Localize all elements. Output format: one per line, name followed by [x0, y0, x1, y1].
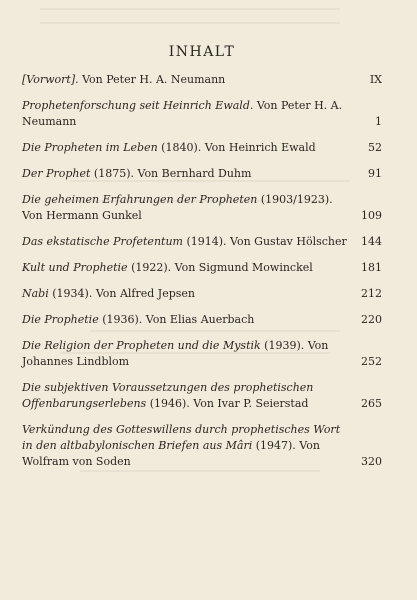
entry-title: Die Prophetie	[22, 313, 99, 326]
entry-title: Kult und Prophetie	[22, 261, 128, 274]
entry-author: (1903/1923). Von Hermann Gunkel	[22, 193, 333, 222]
entry-page: 144	[361, 235, 382, 248]
entry-author: (1914). Von Gustav Hölscher	[182, 235, 347, 248]
entry-page: IX	[369, 73, 382, 86]
entry-author: (1840). Von Heinrich Ewald	[157, 141, 316, 154]
toc-entry	[22, 98, 382, 130]
entry-title: Die subjektiven Voraussetzungen des prophetischen Offenbarungserlebens	[22, 381, 314, 410]
toc-entry	[22, 286, 382, 302]
entry-title: Die geheimen Erfahrungen der Propheten	[22, 193, 258, 206]
toc-entry	[22, 380, 382, 412]
toc-entry	[22, 422, 382, 470]
entry-page: 109	[361, 209, 382, 222]
entry-author: (1939). Von Johannes Lindblom	[22, 339, 329, 368]
entry-title: Verkündung des Gotteswillens durch prophetisches Wort in den altbabylonischen Briefen aus Mâri	[22, 423, 341, 452]
entry-author: (1934). Von Alfred Jepsen	[48, 287, 195, 300]
toc-entry	[22, 260, 382, 276]
entry-author: (1947). Von Wolfram von Soden	[22, 439, 320, 468]
toc-list	[22, 72, 382, 480]
entry-page: 52	[368, 141, 382, 154]
entry-page: 220	[361, 313, 382, 326]
entry-title: Die Propheten im Leben	[22, 141, 158, 154]
toc-entry	[22, 312, 382, 328]
toc-entry	[22, 234, 382, 250]
toc-entry	[22, 192, 382, 224]
toc-entry	[22, 140, 382, 156]
entry-author: (1946). Von Ivar P. Seierstad	[146, 397, 309, 410]
entry-author: . Von Peter H. A. Neumann	[75, 73, 226, 86]
entry-page: 252	[361, 355, 382, 368]
entry-author: (1875). Von Bernhard Duhm	[90, 167, 252, 180]
entry-page: 265	[361, 397, 382, 410]
entry-page: 212	[361, 287, 382, 300]
entry-page: 181	[361, 261, 382, 274]
entry-title: Nabi	[22, 287, 49, 300]
page-title: INHALT	[168, 44, 236, 60]
toc-entry	[22, 338, 382, 370]
entry-title: Der Prophet	[22, 167, 91, 180]
entry-page: 91	[368, 167, 382, 180]
toc-entry	[22, 72, 382, 88]
entry-page: 320	[361, 455, 382, 468]
entry-author: . Von Peter H. A. Neumann	[22, 99, 343, 128]
entry-author: (1922). Von Sigmund Mowinckel	[127, 261, 313, 274]
entry-page: 1	[375, 115, 382, 128]
entry-author: (1936). Von Elias Auerbach	[98, 313, 255, 326]
entry-title: Prophetenforschung seit Heinrich Ewald	[22, 99, 250, 112]
entry-title: [Vorwort]	[22, 73, 76, 86]
toc-page	[22, 0, 382, 600]
entry-title: Die Religion der Propheten und die Mystik	[22, 339, 261, 352]
entry-title: Das ekstatische Profetentum	[22, 235, 183, 248]
toc-entry	[22, 166, 382, 182]
